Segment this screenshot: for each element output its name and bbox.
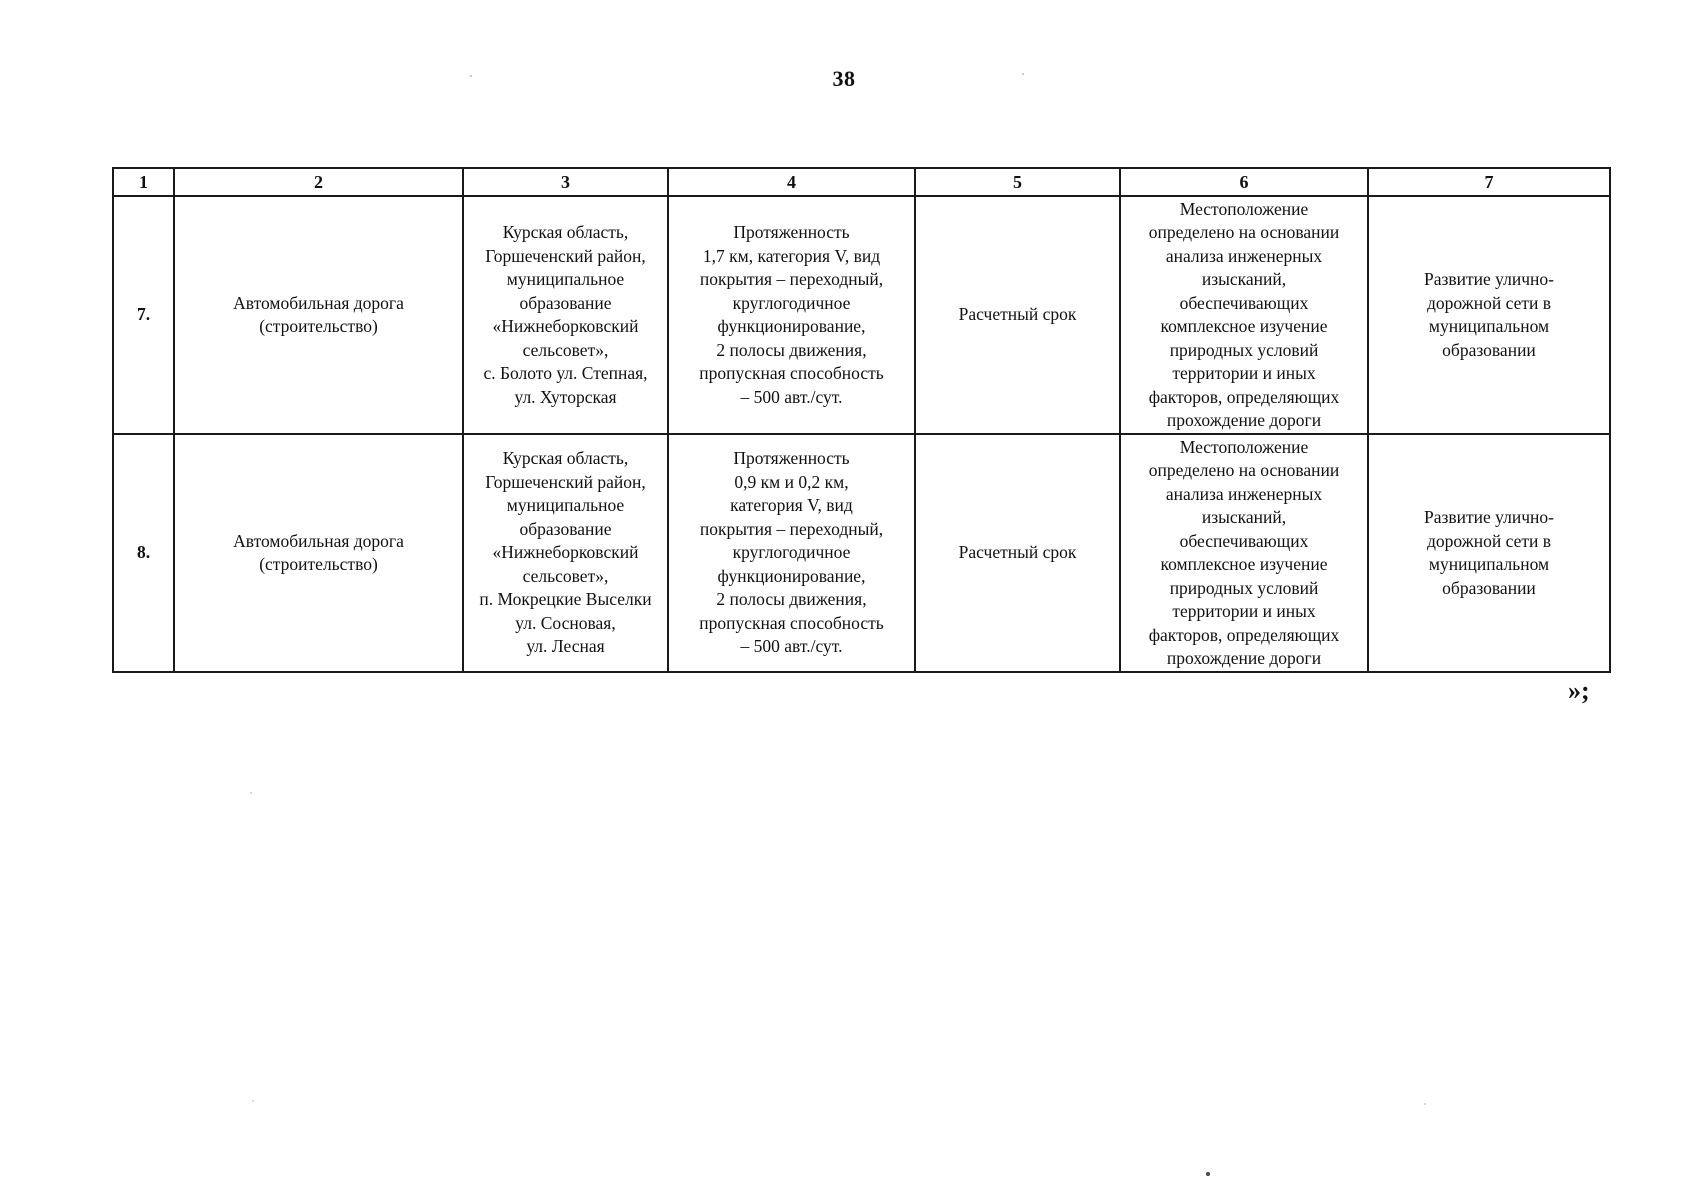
table-row — [113, 434, 1610, 672]
address-cell — [463, 196, 668, 434]
cell-text-line: Автомобильная дорога — [233, 292, 404, 313]
header-cell: 5 — [915, 168, 1120, 196]
cell-text-line: муниципальном — [1428, 316, 1550, 336]
cell-text-line: комплексное изучение — [1160, 554, 1328, 574]
cell-text-line: территории и иных — [1172, 601, 1316, 621]
page-number: 38 — [832, 66, 856, 91]
cell-text-line: природных условий — [1169, 339, 1319, 360]
cell-text-line: Местоположение — [1179, 436, 1309, 457]
cell-text-line: Автомобильная дорога — [233, 530, 404, 551]
cell-text-line: Протяженность — [733, 448, 850, 469]
cell-text-line: образовании — [1442, 339, 1536, 360]
cell-text-line: Горшеченский район, — [485, 245, 646, 266]
header-cell: 7 — [1368, 168, 1610, 196]
cell-text-line: обеспечивающих — [1179, 292, 1309, 313]
header-cell: 1 — [113, 168, 174, 196]
cell-text-line: изысканий, — [1201, 507, 1287, 527]
cell-text-line: Развитие улично- — [1423, 507, 1555, 527]
cell-text-line: с. Болото ул. Степная, — [483, 363, 648, 383]
header-cell: 4 — [668, 168, 915, 196]
object-name-cell — [174, 434, 463, 672]
cell-text-line: круглогодичное — [732, 292, 851, 313]
purpose-cell — [1368, 434, 1610, 672]
cell-text-line: факторов, определяющих — [1148, 624, 1340, 645]
data-table — [112, 167, 1611, 673]
cell-text-line: (строительство) — [259, 554, 378, 574]
cell-text-line: пропускная способность — [699, 363, 884, 383]
cell-text-line: муниципальное — [506, 495, 625, 516]
cell-text-line: категория V, вид — [730, 495, 853, 516]
header-cell: 2 — [174, 168, 463, 196]
cell-text-line: анализа инженерных — [1165, 245, 1323, 266]
cell-text-line: 2 полосы движения, — [716, 339, 867, 360]
cell-text-line: ул. Сосновая, — [515, 612, 616, 633]
cell-text-line: образование — [519, 518, 612, 539]
scan-speck — [252, 1100, 254, 1102]
header-cell: 3 — [463, 168, 668, 196]
cell-text-line: ул. Лесная — [526, 636, 605, 657]
term-cell: Расчетный срок — [915, 434, 1120, 672]
scan-speck — [1022, 73, 1024, 75]
characteristics-cell — [668, 196, 915, 434]
cell-text-line: Курская область, — [502, 222, 629, 242]
cell-text-line: 2 полосы движения, — [716, 589, 867, 610]
cell-text-line: «Нижнеборковский — [492, 542, 639, 563]
closing-quote-mark: »; — [1568, 676, 1590, 705]
header-row — [113, 168, 1610, 196]
cell-text-line: покрытия – переходный, — [699, 269, 884, 289]
cell-text-line: муниципальное — [506, 269, 625, 289]
cell-text-line: круглогодичное — [732, 542, 851, 563]
cell-text-line: 0,9 км и 0,2 км, — [734, 471, 849, 492]
scan-speck — [470, 75, 472, 77]
cell-text-line: п. Мокрецкие Выселки — [479, 589, 652, 610]
cell-text-line: дорожной сети в — [1426, 530, 1552, 551]
cell-text-line: «Нижнеборковский — [492, 316, 639, 336]
cell-text-line: сельсовет», — [522, 339, 609, 360]
cell-text-line: обеспечивающих — [1179, 530, 1309, 551]
location-rationale-cell — [1120, 196, 1368, 434]
cell-text-line: прохождение дороги — [1166, 410, 1322, 430]
cell-text-line: сельсовет», — [522, 565, 609, 586]
table-body — [113, 196, 1610, 672]
cell-text-line: муниципальном — [1428, 554, 1550, 574]
cell-text-line: ул. Хуторская — [514, 386, 617, 407]
table-row — [113, 196, 1610, 434]
cell-text-line: определено на основании — [1148, 222, 1340, 242]
cell-text-line: Развитие улично- — [1423, 269, 1555, 289]
term-cell: Расчетный срок — [915, 196, 1120, 434]
cell-text-line: покрытия – переходный, — [699, 518, 884, 539]
row-number-cell: 7. — [113, 196, 174, 434]
address-cell — [463, 434, 668, 672]
cell-text-line: факторов, определяющих — [1148, 386, 1340, 407]
cell-text-line: Курская область, — [502, 448, 629, 469]
cell-text-line: комплексное изучение — [1160, 316, 1328, 336]
scan-speck — [1206, 1172, 1210, 1176]
cell-text-line: дорожной сети в — [1426, 292, 1552, 313]
cell-text-line: функционирование, — [717, 565, 866, 586]
cell-text-line: Местоположение — [1179, 198, 1309, 219]
cell-text-line: пропускная способность — [699, 612, 884, 633]
characteristics-cell — [668, 434, 915, 672]
object-name-cell — [174, 196, 463, 434]
cell-text-line: функционирование, — [717, 316, 866, 336]
cell-text-line: прохождение дороги — [1166, 648, 1322, 668]
cell-text-line: образовании — [1442, 577, 1536, 598]
cell-text-line: Протяженность — [733, 222, 850, 242]
scan-speck — [250, 792, 252, 794]
cell-text-line: изысканий, — [1201, 269, 1287, 289]
cell-text-line: (строительство) — [259, 316, 378, 336]
cell-text-line: образование — [519, 292, 612, 313]
cell-text-line: 1,7 км, категория V, вид — [702, 245, 881, 266]
row-number-cell: 8. — [113, 434, 174, 672]
purpose-cell — [1368, 196, 1610, 434]
cell-text-line: – 500 авт./сут. — [740, 386, 843, 407]
cell-text-line: природных условий — [1169, 577, 1319, 598]
cell-text-line: – 500 авт./сут. — [740, 636, 843, 657]
scan-speck — [1424, 1103, 1426, 1105]
cell-text-line: территории и иных — [1172, 363, 1316, 383]
header-cell: 6 — [1120, 168, 1368, 196]
cell-text-line: Горшеченский район, — [485, 471, 646, 492]
cell-text-line: анализа инженерных — [1165, 483, 1323, 504]
cell-text-line: определено на основании — [1148, 460, 1340, 480]
location-rationale-cell — [1120, 434, 1368, 672]
